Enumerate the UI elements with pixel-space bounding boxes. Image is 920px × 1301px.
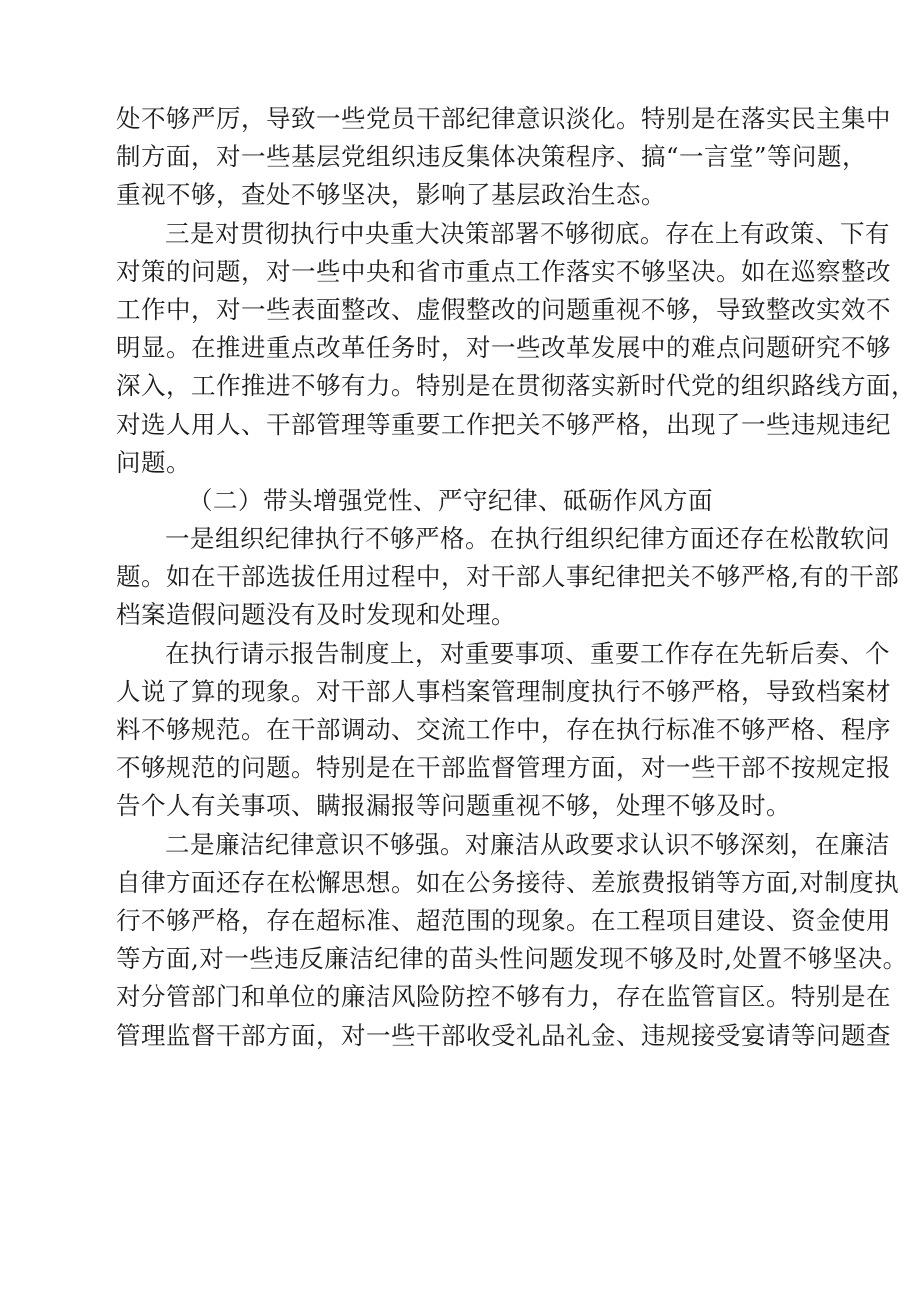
- paragraph-start-line: 一是组织纪律执行不够严格。在执行组织纪律方面还存在松散软问: [165, 524, 890, 554]
- text-line: 题。如在干部选拔任用过程中，对干部人事纪律把关不够严格,有的干部: [116, 562, 900, 592]
- text-line: 对分管部门和单位的廉洁风险防控不够有力，存在监管盲区。特别是在: [116, 982, 891, 1012]
- document-body: [116, 100, 916, 1055]
- text-line: 制方面，对一些基层党组织违反集体决策程序、搞“一言堂”等问题，: [116, 142, 868, 172]
- text-line: 告个人有关事项、瞒报漏报等问题重视不够，处理不够及时。: [116, 791, 791, 821]
- section-heading: （二）带头增强党性、严守纪律、砥砺作风方面: [188, 485, 713, 515]
- text-line: 重视不够，查处不够坚决，影响了基层政治生态。: [116, 180, 666, 210]
- paragraph-start-line: 三是对贯彻执行中央重大决策部署不够彻底。存在上有政策、下有: [165, 218, 890, 248]
- text-line: 对策的问题，对一些中央和省市重点工作落实不够坚决。如在巡察整改: [116, 256, 891, 286]
- text-line: 深入，工作推进不够有力。特别是在贯彻落实新时代党的组织路线方面，: [116, 371, 916, 401]
- text-line: 人说了算的现象。对干部人事档案管理制度执行不够严格，导致档案材: [116, 676, 891, 706]
- paragraph-start-line: 二是廉洁纪律意识不够强。对廉洁从政要求认识不够深刻，在廉洁: [165, 829, 890, 859]
- text-line: 处不够严厉，导致一些党员干部纪律意识淡化。特别是在落实民主集中: [116, 104, 891, 133]
- text-line: 问题。: [116, 447, 191, 477]
- text-line: 自律方面还存在松懈思想。如在公务接待、差旅费报销等方面,对制度执: [116, 867, 900, 897]
- text-line: 不够规范的问题。特别是在干部监督管理方面，对一些干部不按规定报: [116, 753, 891, 783]
- text-line: 工作中，对一些表面整改、虚假整改的问题重视不够，导致整改实效不: [116, 294, 891, 324]
- text-line: 料不够规范。在干部调动、交流工作中，存在执行标准不够严格、程序: [116, 715, 891, 744]
- paragraph-start-line: 在执行请示报告制度上，对重要事项、重要工作存在先斩后奏、个: [165, 638, 890, 668]
- text-line: 行不够严格，存在超标准、超范围的现象。在工程项目建设、资金使用: [116, 905, 891, 935]
- text-line: 管理监督干部方面，对一些干部收受礼品礼金、违规接受宴请等问题查: [116, 1020, 891, 1050]
- text-line: 档案造假问题没有及时发现和处理。: [116, 600, 516, 630]
- text-line: 对选人用人、干部管理等重要工作把关不够严格，出现了一些违规违纪: [116, 409, 891, 439]
- text-line: 等方面,对一些违反廉洁纪律的苗头性问题发现不够及时,处置不够坚决。: [116, 944, 908, 974]
- text-line: 明显。在推进重点改革任务时，对一些改革发展中的难点问题研究不够: [116, 333, 891, 363]
